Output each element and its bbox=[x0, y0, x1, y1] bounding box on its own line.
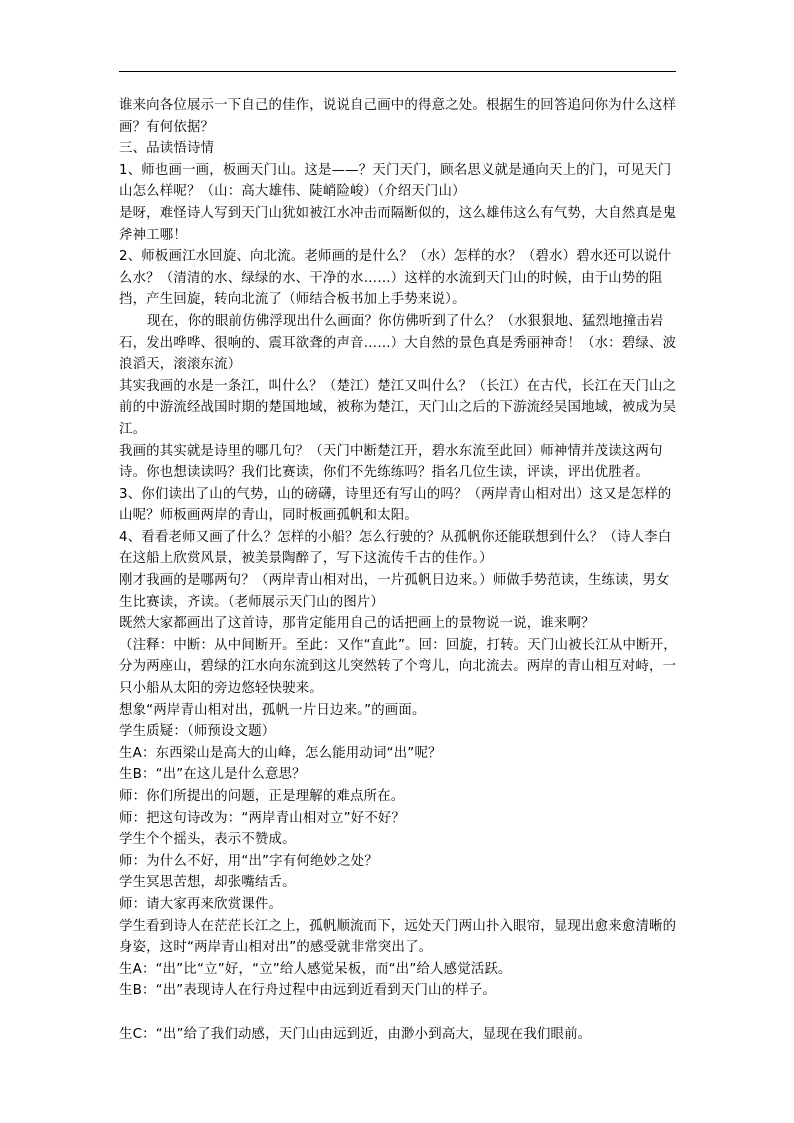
paragraph: 学生质疑：（师预设文题） bbox=[119, 724, 276, 740]
paragraph: 2、师板画江水回旋、向北流。老师画的是什么？（水）怎样的水？（碧水）碧水还可以说什么水？（清清的水、绿绿的水、干净的水……）这样的水流到天门山的时候，由于山势的阻挡，产生回旋，转向北流了（师结合板书加上手势来说）。 bbox=[119, 249, 672, 308]
paragraph: 谁来向各位展示一下自己的佳作，说说自己画中的得意之处。根据生的回答追问你为什么这样画？有何依据？ bbox=[119, 98, 677, 135]
dialogue-line: 生B：“出”在这儿是什么意思？ bbox=[119, 767, 306, 783]
paragraph: 想象“两岸青山相对出，孤帆一片日边来。”的画面。 bbox=[119, 702, 426, 718]
dialogue-line: 生B：“出”表现诗人在行舟过程中由远到近看到天门山的样子。 bbox=[119, 983, 497, 999]
paragraph: 现在，你的眼前仿佛浮现出什么画面？你仿佛听到了什么？（水狠狠地、猛烈地撞击岩石，发出哗哗、很响的、震耳欲聋的声音……）大自然的景色真是秀丽神奇！（水：碧绿、波浪滔天，滚滚东流） bbox=[119, 313, 677, 373]
paragraph: 学生看到诗人在茫茫长江之上，孤帆顺流而下，远处天门两山扑入眼帘，显现出愈来愈清晰的身姿，这时“两岸青山相对出”的感受就非常突出了。 bbox=[119, 918, 677, 956]
paragraph: 刚才我画的是哪两句？（两岸青山相对出，一片孤帆日边来。）师做手势范读，生练读，男女生比赛读，齐读。（老师展示天门山的图片） bbox=[119, 573, 670, 610]
section-heading: 三、品读悟诗情 bbox=[119, 141, 215, 157]
dialogue-line: 学生个个摇头，表示不赞成。 bbox=[119, 832, 296, 848]
dialogue-line: 生C：“出”给了我们动感，天门山由远到近，由渺小到高大，显现在我们眼前。 bbox=[119, 1026, 592, 1042]
paragraph: 是呀，难怪诗人写到天门山犹如被江水冲击而隔断似的，这么雄伟这么有气势，大自然真是鬼斧神工哪！ bbox=[119, 205, 677, 243]
header-rule bbox=[119, 71, 676, 72]
paragraph: 1、师也画一画，板画天门山。这是——？天门天门，顾名思义就是通向天上的门，可见天门山怎么样呢？（山：高大雄伟、陡峭险峻）（介绍天门山） bbox=[119, 162, 672, 200]
dialogue-line: 师：把这句诗改为：“两岸青山相对立”好不好？ bbox=[119, 810, 406, 826]
paragraph: 其实我画的水是一条江，叫什么？（楚江）楚江又叫什么？（长江）在古代，长江在天门山之前的中游流经战国时期的楚国地域，被称为楚江，天门山之后的下游流经吴国地域，被成为吴江。 bbox=[119, 378, 677, 437]
paragraph: 我画的其实就是诗里的哪几句？（天门中断楚江开，碧水东流至此回）师神情并茂读这两句诗。你也想读读吗？我们比赛读，你们不先练练吗？指名几位生读，评读，评出优胜者。 bbox=[119, 443, 663, 481]
paragraph: 既然大家都画出了这首诗，那肯定能用自己的话把画上的景物说一说，谁来啊？ bbox=[119, 616, 595, 632]
dialogue-line: 生A：“出”比“立”好，“立”给人感觉呆板，而“出”给人感觉活跃。 bbox=[119, 961, 512, 977]
annotation-paragraph: （注释：中断：从中间断开。至此：又作“直此”。回：回旋，打转。天门山被长江从中断开，分为两座山，碧绿的江水向东流到这儿突然转了个弯儿，向北流去。两岸的青山相互对峙，一只小船从太阳的旁边悠轻快驶来。 bbox=[119, 637, 677, 697]
dialogue-line: 师：你们所提出的问题，正是理解的难点所在。 bbox=[119, 789, 405, 804]
paragraph: 4、看看老师又画了什么？怎样的小船？怎么行驶的？从孤帆你还能联想到什么？（诗人李白在这船上欣赏风景，被美景陶醉了，写下这流传千古的佳作。） bbox=[119, 529, 672, 567]
dialogue-line: 学生冥思苦想，却张嘴结舌。 bbox=[119, 875, 296, 891]
dialogue-line: 生A：东西梁山是高大的山峰，怎么能用动词“出”呢？ bbox=[119, 745, 442, 761]
document-body bbox=[119, 95, 679, 1045]
paragraph: 3、你们读出了山的气势，山的磅礴，诗里还有写山的吗？（两岸青山相对出）这又是怎样的山呢？师板画两岸的青山，同时板画孤帆和太阳。 bbox=[119, 486, 672, 524]
dialogue-line: 师：请大家再来欣赏课件。 bbox=[119, 896, 283, 912]
dialogue-line: 师：为什么不好，用“出”字有何绝妙之处？ bbox=[119, 853, 378, 869]
